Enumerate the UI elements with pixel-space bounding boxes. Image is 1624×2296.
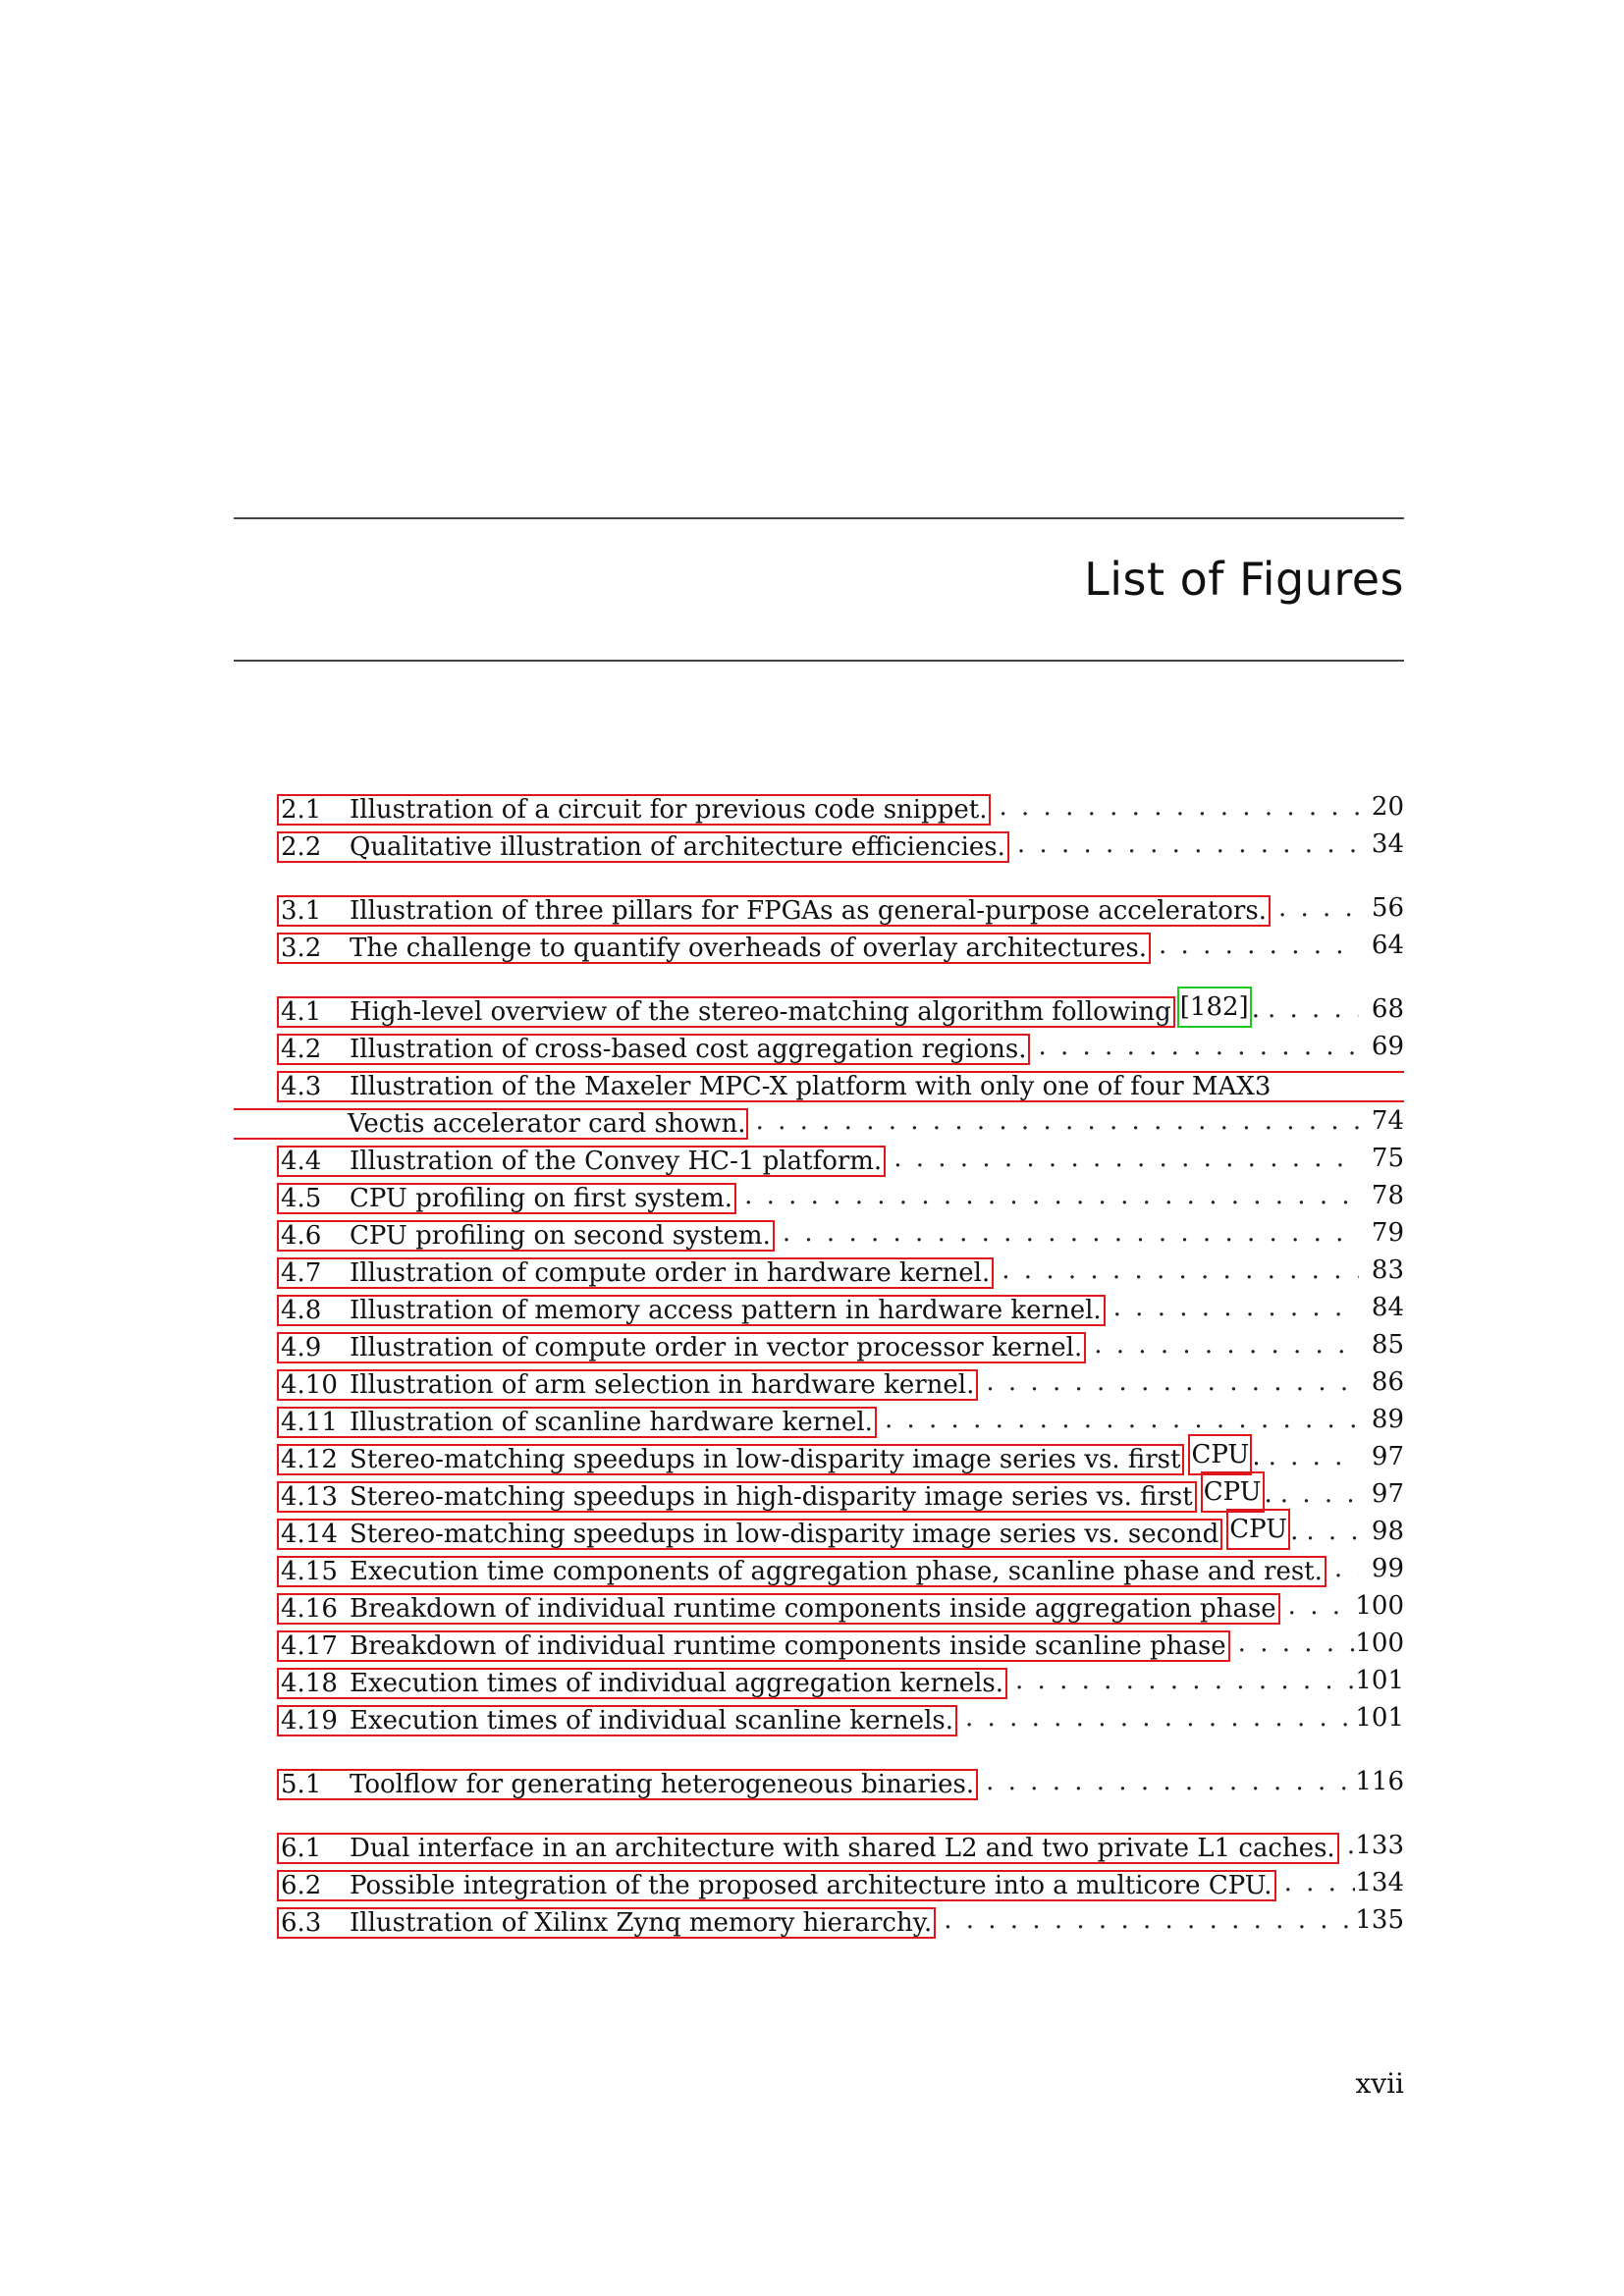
dot-leader bbox=[1339, 1827, 1356, 1864]
figure-number: 4.18 bbox=[281, 1669, 338, 1698]
dot-leader bbox=[1280, 1587, 1356, 1625]
figure-page-number: 68 bbox=[1371, 994, 1404, 1024]
figure-group bbox=[277, 1827, 1404, 1939]
figure-title: CPU profiling on second system. bbox=[350, 1221, 771, 1251]
figure-page-number: 34 bbox=[1371, 829, 1404, 859]
figure-link[interactable] bbox=[277, 1519, 1222, 1550]
figure-number: 4.8 bbox=[281, 1296, 322, 1325]
figure-number: 4.12 bbox=[281, 1445, 338, 1474]
figure-title: Illustration of memory access pattern in hardware kernel. bbox=[350, 1296, 1102, 1325]
acronym-link[interactable]: CPU bbox=[1226, 1509, 1290, 1550]
figure-page-number: 78 bbox=[1371, 1181, 1404, 1210]
figure-entry bbox=[277, 1864, 1404, 1901]
dot-leader bbox=[1271, 889, 1359, 927]
figure-title: Illustration of compute order in vector processor kernel. bbox=[350, 1333, 1083, 1362]
acronym-link[interactable]: CPU bbox=[1201, 1471, 1265, 1513]
dot-leader bbox=[978, 1363, 1359, 1401]
figure-link[interactable] bbox=[277, 1593, 1280, 1625]
figure-link[interactable] bbox=[277, 1257, 994, 1289]
figure-page-number: 133 bbox=[1355, 1831, 1404, 1860]
figure-group bbox=[277, 788, 1404, 863]
figure-link[interactable] bbox=[277, 1769, 978, 1800]
figure-page-number: 69 bbox=[1371, 1032, 1404, 1061]
figure-link[interactable] bbox=[277, 996, 1175, 1028]
figure-entry bbox=[277, 1662, 1404, 1699]
dot-leader bbox=[1230, 1625, 1356, 1662]
figure-link[interactable] bbox=[277, 1907, 936, 1939]
figure-title: High-level overview of the stereo-matching algorithm following bbox=[350, 997, 1171, 1027]
figure-number: 4.1 bbox=[281, 997, 322, 1027]
dot-leader bbox=[775, 1214, 1359, 1252]
figure-entry bbox=[277, 1363, 1404, 1401]
figure-title: Illustration of three pillars for FPGAs as general-purpose accelerators. bbox=[350, 896, 1267, 926]
figure-title: Illustration of scanline hardware kernel. bbox=[350, 1408, 873, 1437]
figure-title: Execution time components of aggregation phase, scanline phase and rest. bbox=[350, 1557, 1323, 1586]
figure-entry bbox=[277, 1513, 1404, 1550]
figure-number: 4.5 bbox=[281, 1184, 322, 1213]
figure-entry bbox=[277, 1177, 1404, 1214]
figure-entry bbox=[277, 1587, 1404, 1625]
dot-leader bbox=[936, 1901, 1355, 1939]
figure-number: 4.9 bbox=[281, 1333, 322, 1362]
dot-leader bbox=[1276, 1864, 1356, 1901]
figure-page-number: 79 bbox=[1371, 1218, 1404, 1248]
figure-page-number: 20 bbox=[1371, 792, 1404, 822]
figure-link[interactable] bbox=[277, 1556, 1326, 1587]
dot-leader bbox=[886, 1140, 1359, 1177]
dot-leader bbox=[1106, 1289, 1359, 1326]
figure-number: 4.11 bbox=[281, 1408, 338, 1437]
figure-group bbox=[277, 889, 1404, 964]
figure-entry bbox=[277, 990, 1404, 1028]
figure-link[interactable] bbox=[277, 1668, 1007, 1699]
figure-title: Qualitative illustration of architecture efficiencies. bbox=[350, 832, 1005, 862]
figure-link[interactable] bbox=[277, 1407, 877, 1438]
figure-entry bbox=[277, 1140, 1404, 1177]
figure-link[interactable] bbox=[277, 1369, 978, 1401]
figure-entry bbox=[277, 1901, 1404, 1939]
dot-leader bbox=[991, 788, 1359, 826]
figure-title: Illustration of the Convey HC-1 platform. bbox=[350, 1147, 883, 1176]
figure-number: 4.6 bbox=[281, 1221, 322, 1251]
bottom-rule bbox=[234, 660, 1404, 662]
figure-number: 3.2 bbox=[281, 934, 322, 963]
figure-entry bbox=[277, 1252, 1404, 1289]
figure-number: 6.3 bbox=[281, 1908, 322, 1938]
dot-leader bbox=[748, 1102, 1359, 1140]
figure-page-number: 101 bbox=[1355, 1703, 1404, 1733]
dot-leader bbox=[877, 1401, 1359, 1438]
figure-link[interactable] bbox=[277, 1332, 1086, 1363]
figure-number: 4.7 bbox=[281, 1258, 322, 1288]
figure-title: Execution times of individual scanline kernels. bbox=[350, 1706, 954, 1735]
figure-page-number: 100 bbox=[1355, 1629, 1404, 1658]
figure-title-suffix: . bbox=[1290, 1517, 1299, 1546]
figure-link[interactable] bbox=[277, 1183, 736, 1214]
figure-entry bbox=[277, 1475, 1404, 1513]
figure-number: 2.1 bbox=[281, 795, 322, 825]
figure-number: 4.3 bbox=[281, 1072, 322, 1101]
dot-leader bbox=[736, 1177, 1359, 1214]
figure-title: Dual interface in an architecture with shared L2 and two private L1 caches. bbox=[350, 1834, 1335, 1863]
list-of-figures bbox=[277, 788, 1404, 1965]
figure-number: 4.17 bbox=[281, 1631, 338, 1661]
figure-link[interactable] bbox=[277, 1630, 1230, 1662]
figure-page-number: 97 bbox=[1371, 1442, 1404, 1471]
figure-page-number: 135 bbox=[1355, 1905, 1404, 1935]
figure-title: Breakdown of individual runtime components inside scanline phase bbox=[350, 1631, 1226, 1661]
figure-entry bbox=[277, 1625, 1404, 1662]
figure-group bbox=[277, 1763, 1404, 1800]
dot-leader bbox=[1151, 927, 1359, 964]
figure-entry bbox=[277, 1326, 1404, 1363]
figure-page-number: 83 bbox=[1371, 1255, 1404, 1285]
figure-entry bbox=[277, 1065, 1404, 1140]
figure-page-number: 97 bbox=[1371, 1479, 1404, 1509]
figure-title: Illustration of the Maxeler MPC-X platform with only one of four MAX3 bbox=[350, 1072, 1272, 1101]
figure-entry bbox=[277, 826, 1404, 863]
figure-link[interactable] bbox=[277, 1220, 775, 1252]
figure-link[interactable] bbox=[277, 1705, 957, 1736]
page-title: List of Figures bbox=[1084, 553, 1404, 606]
figure-title: CPU profiling on first system. bbox=[350, 1184, 733, 1213]
figure-link[interactable] bbox=[277, 831, 1009, 863]
figure-number: 4.14 bbox=[281, 1520, 338, 1549]
figure-number: 4.15 bbox=[281, 1557, 338, 1586]
figure-number: 5.1 bbox=[281, 1770, 322, 1799]
figure-number: 6.1 bbox=[281, 1834, 322, 1863]
figure-title: Illustration of cross-based cost aggregation regions. bbox=[350, 1035, 1027, 1064]
figure-page-number: 86 bbox=[1371, 1367, 1404, 1397]
figure-page-number: 74 bbox=[1371, 1106, 1404, 1136]
dot-leader bbox=[1261, 1438, 1359, 1475]
figure-page-number: 98 bbox=[1371, 1517, 1404, 1546]
dot-leader bbox=[1009, 826, 1359, 863]
dot-leader bbox=[1272, 1475, 1359, 1513]
figure-page-number: 134 bbox=[1355, 1868, 1404, 1897]
figure-title: Possible integration of the proposed architecture into a multicore CPU. bbox=[350, 1871, 1272, 1900]
figure-number: 2.2 bbox=[281, 832, 322, 862]
figure-group bbox=[277, 990, 1404, 1736]
figure-title: Stereo-matching speedups in low-disparity image series vs. first bbox=[350, 1445, 1181, 1474]
dot-leader bbox=[957, 1699, 1355, 1736]
dot-leader bbox=[1030, 1028, 1359, 1065]
figure-page-number: 75 bbox=[1371, 1144, 1404, 1173]
figure-title-suffix: . bbox=[1252, 1442, 1261, 1471]
figure-title-suffix: . bbox=[1264, 1479, 1272, 1509]
figure-entry bbox=[277, 1827, 1404, 1864]
figure-title: Breakdown of individual runtime components inside aggregation phase bbox=[350, 1594, 1276, 1624]
figure-entry bbox=[277, 1289, 1404, 1326]
figure-entry bbox=[277, 927, 1404, 964]
figure-page-number: 99 bbox=[1371, 1554, 1404, 1583]
figure-entry bbox=[277, 1214, 1404, 1252]
acronym-link[interactable]: CPU bbox=[1188, 1434, 1252, 1475]
dot-leader bbox=[994, 1252, 1359, 1289]
dot-leader bbox=[1086, 1326, 1359, 1363]
figure-number: 4.13 bbox=[281, 1482, 338, 1512]
figure-link[interactable] bbox=[277, 1146, 886, 1177]
figure-link[interactable] bbox=[277, 933, 1151, 964]
figure-link[interactable] bbox=[277, 1071, 1404, 1102]
figure-title: Toolflow for generating heterogeneous binaries. bbox=[350, 1770, 975, 1799]
figure-page-number: 56 bbox=[1371, 893, 1404, 923]
figure-entry bbox=[277, 788, 1404, 826]
figure-entry bbox=[277, 1763, 1404, 1800]
figure-entry bbox=[277, 1438, 1404, 1475]
figure-page-number: 100 bbox=[1355, 1591, 1404, 1621]
figure-entry bbox=[277, 1550, 1404, 1587]
figure-page-number: 116 bbox=[1355, 1767, 1404, 1796]
figure-page-number: 64 bbox=[1371, 931, 1404, 960]
dot-leader bbox=[978, 1763, 1355, 1800]
top-rule bbox=[234, 517, 1404, 519]
figure-link[interactable] bbox=[277, 1444, 1184, 1475]
figure-link[interactable] bbox=[277, 1295, 1106, 1326]
figure-title: Stereo-matching speedups in high-disparity image series vs. first bbox=[350, 1482, 1193, 1512]
figure-link[interactable] bbox=[277, 1481, 1197, 1513]
figure-number: 4.4 bbox=[281, 1147, 322, 1176]
figure-number: 4.2 bbox=[281, 1035, 322, 1064]
figure-title: Illustration of arm selection in hardware kernel. bbox=[350, 1370, 975, 1400]
figure-number: 4.10 bbox=[281, 1370, 338, 1400]
figure-page-number: 101 bbox=[1355, 1666, 1404, 1695]
dot-leader bbox=[1260, 990, 1359, 1028]
citation-link[interactable]: [182] bbox=[1177, 987, 1252, 1028]
figure-title-suffix: . bbox=[1251, 994, 1260, 1024]
dot-leader bbox=[1007, 1662, 1355, 1699]
figure-title: Stereo-matching speedups in low-disparity image series vs. second bbox=[350, 1520, 1219, 1549]
figure-title: Illustration of compute order in hardware kernel. bbox=[350, 1258, 991, 1288]
figure-link[interactable] bbox=[277, 895, 1271, 927]
figure-title: The challenge to quantify overheads of overlay architectures. bbox=[350, 934, 1148, 963]
figure-link[interactable] bbox=[277, 1870, 1276, 1901]
figure-number: 4.19 bbox=[281, 1706, 338, 1735]
figure-number: 4.16 bbox=[281, 1594, 338, 1624]
figure-number: 6.2 bbox=[281, 1871, 322, 1900]
figure-title: Execution times of individual aggregation kernels. bbox=[350, 1669, 1004, 1698]
figure-link[interactable] bbox=[277, 1833, 1339, 1864]
figure-page-number: 89 bbox=[1371, 1405, 1404, 1434]
figure-title: Illustration of Xilinx Zynq memory hierarchy. bbox=[350, 1908, 933, 1938]
figure-entry bbox=[277, 889, 1404, 927]
figure-title: Illustration of a circuit for previous code snippet. bbox=[350, 795, 988, 825]
figure-link[interactable] bbox=[277, 1034, 1030, 1065]
figure-number: 3.1 bbox=[281, 896, 322, 926]
dot-leader bbox=[1326, 1550, 1359, 1587]
figure-title-continuation: Vectis accelerator card shown. bbox=[348, 1109, 746, 1139]
figure-entry bbox=[277, 1699, 1404, 1736]
dot-leader bbox=[1298, 1513, 1359, 1550]
figure-page-number: 84 bbox=[1371, 1293, 1404, 1322]
page-folio: xvii bbox=[1355, 2067, 1404, 2100]
figure-link-continuation[interactable] bbox=[234, 1108, 748, 1140]
figure-page-number: 85 bbox=[1371, 1330, 1404, 1360]
figure-entry bbox=[277, 1028, 1404, 1065]
figure-entry bbox=[277, 1401, 1404, 1438]
figure-link[interactable] bbox=[277, 794, 991, 826]
